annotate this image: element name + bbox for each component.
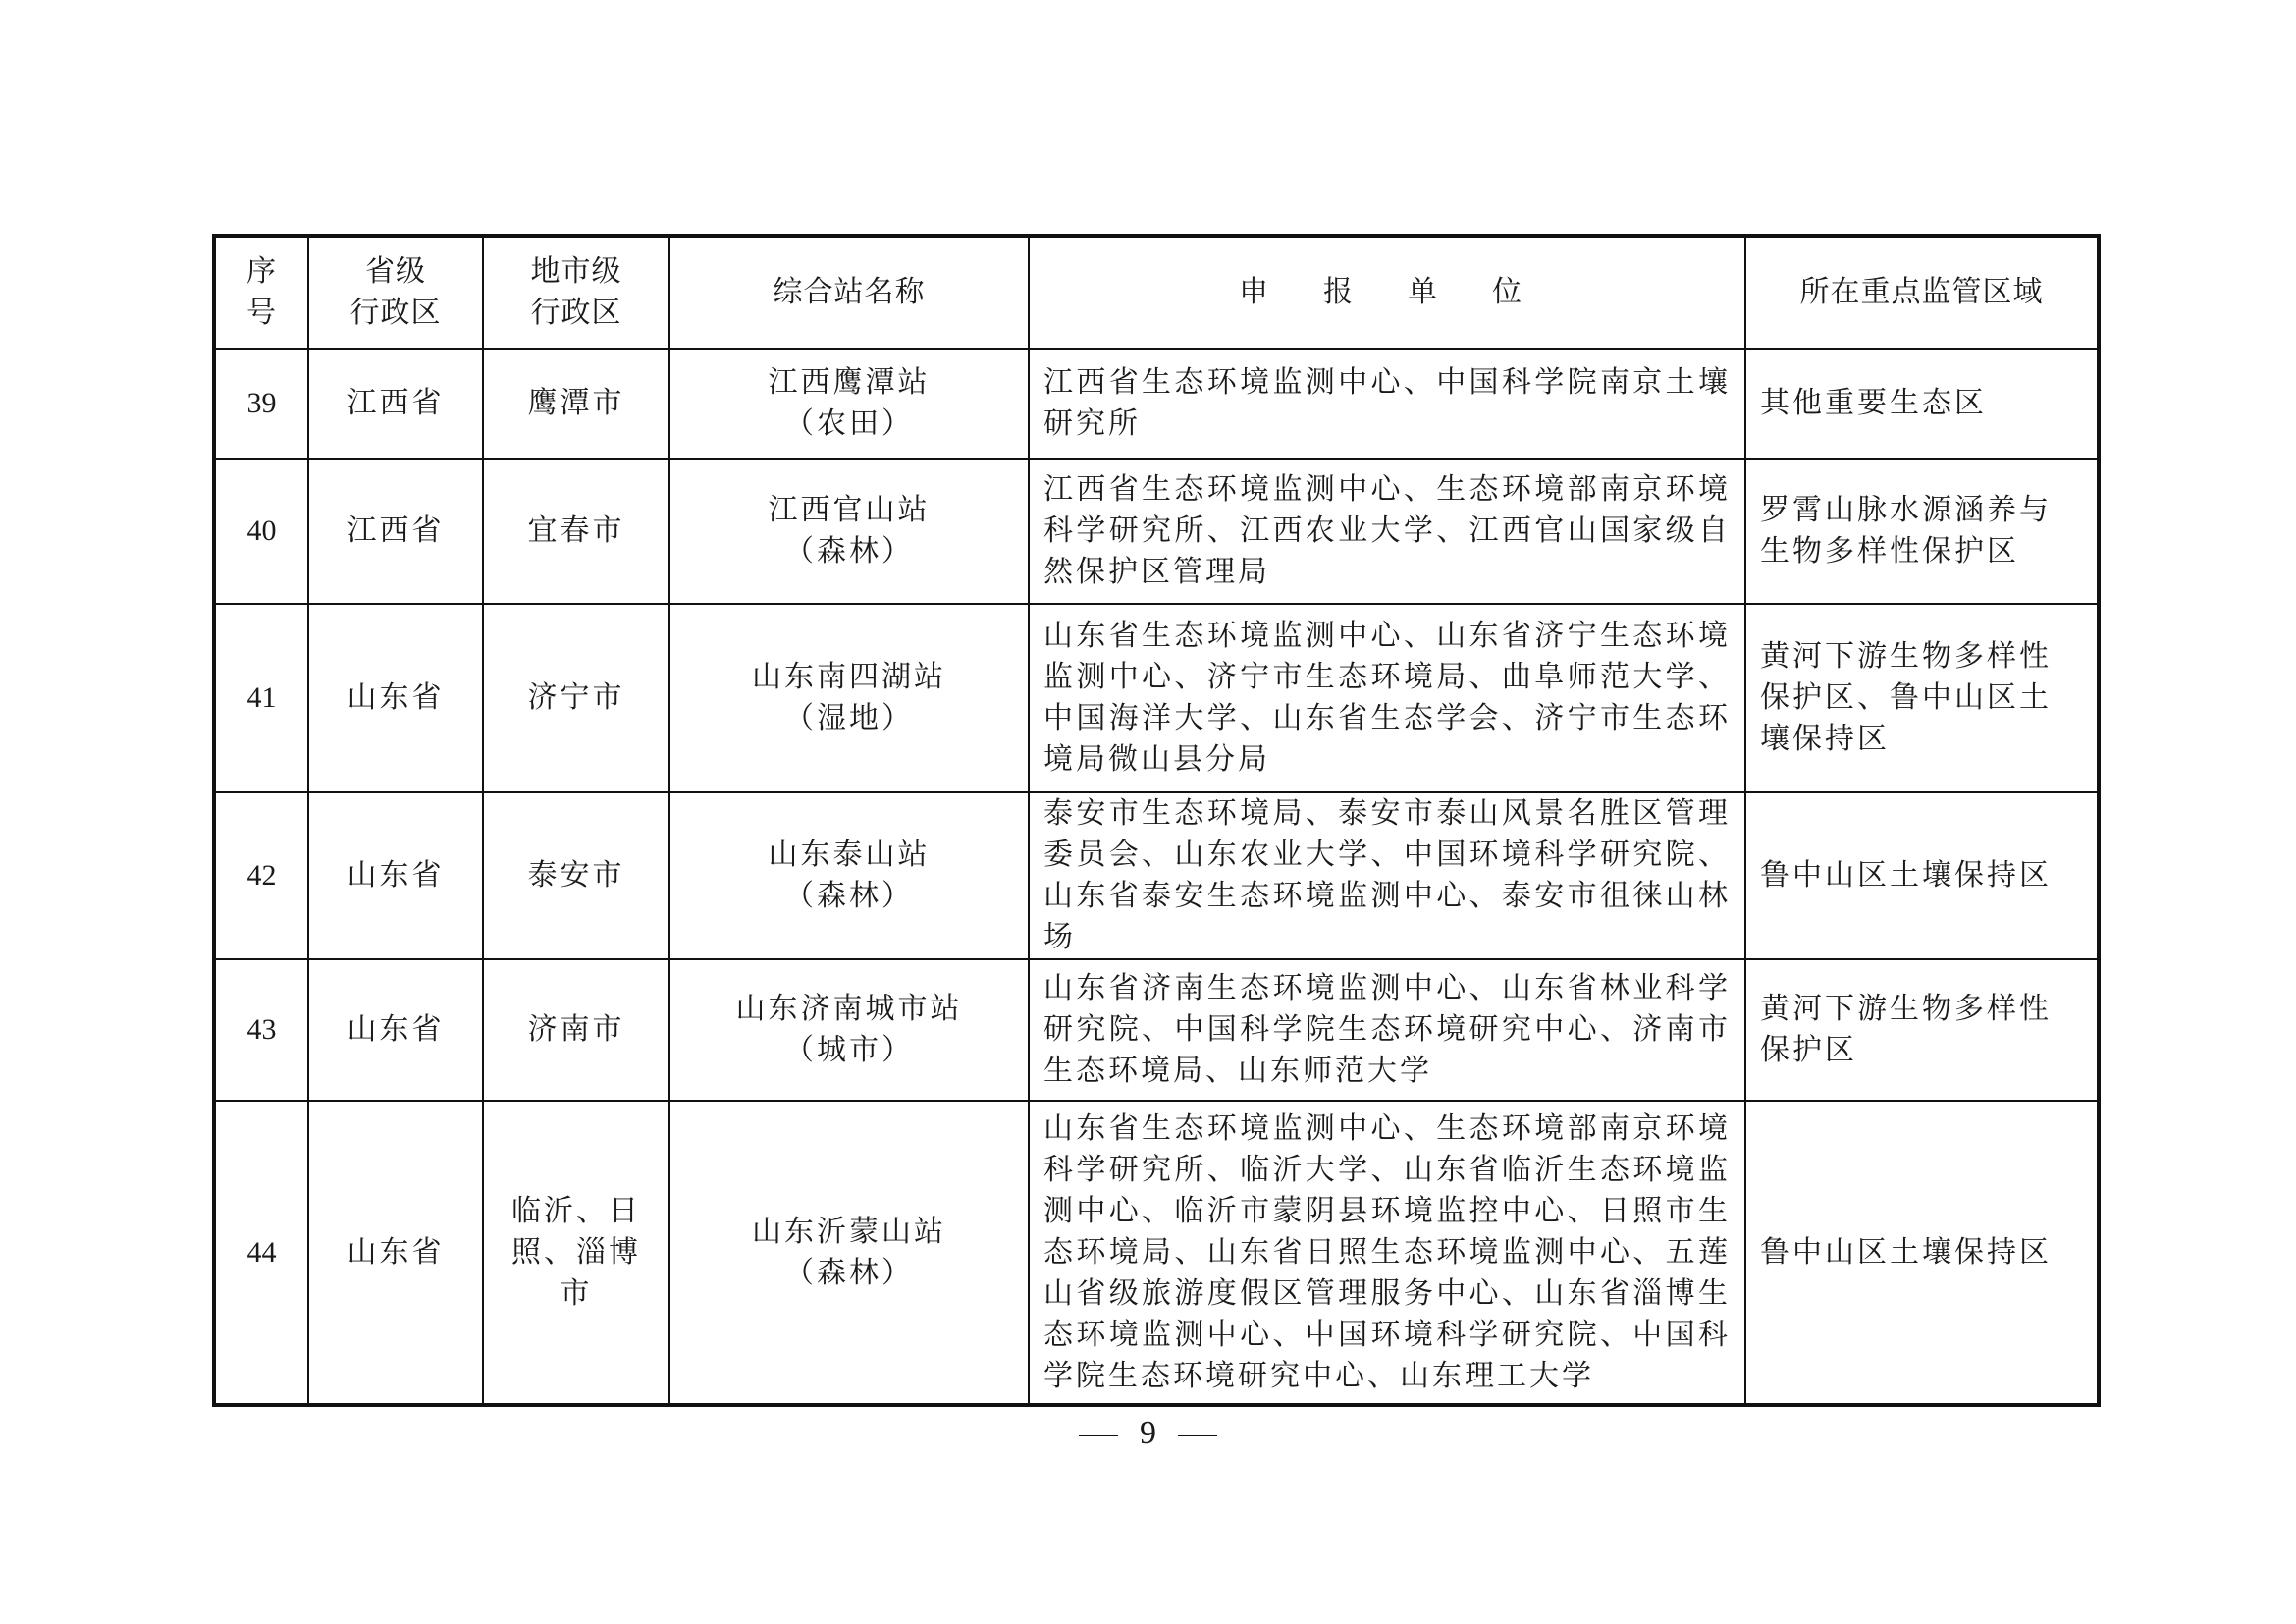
- station-name: 江西鹰潭站: [768, 365, 931, 400]
- cell-station-name: [669, 792, 1029, 959]
- cell-province: 山东省: [308, 604, 483, 792]
- station-name: 江西官山站: [768, 493, 931, 527]
- cell-city: [483, 1101, 669, 1405]
- cell-station-name: [669, 349, 1029, 459]
- cell-station-name: [669, 1101, 1029, 1405]
- cell-city: 宜春市: [483, 459, 669, 604]
- header-reporting-unit: 申报单位: [1029, 236, 1745, 349]
- table-row: [214, 349, 2099, 459]
- cell-reporting-unit: 江西省生态环境监测中心、中国科学院南京土壤研究所: [1029, 349, 1745, 459]
- header-serial-number: 序 号: [214, 236, 308, 349]
- cell-serial-number: 39: [214, 349, 308, 459]
- cell-reporting-unit: 江西省生态环境监测中心、生态环境部南京环境科学研究所、江西农业大学、江西官山国家级自然保护区管理局: [1029, 459, 1745, 604]
- cell-supervision-region: 其他重要生态区: [1745, 349, 2099, 459]
- table-row: [214, 1101, 2099, 1405]
- cell-province: 山东省: [308, 792, 483, 959]
- cell-reporting-unit: 山东省济南生态环境监测中心、山东省林业科学研究院、中国科学院生态环境研究中心、济南市生态环境局、山东师范大学: [1029, 959, 1745, 1101]
- header-supervision-region: 所在重点监管区域: [1745, 236, 2099, 349]
- table-row: [214, 792, 2099, 959]
- cell-station-name: [669, 959, 1029, 1101]
- cell-supervision-region: 鲁中山区土壤保持区: [1745, 792, 2099, 959]
- cell-city: 泰安市: [483, 792, 669, 959]
- cell-province: 山东省: [308, 959, 483, 1101]
- cell-station-name: [669, 459, 1029, 604]
- station-name: 山东济南城市站: [735, 992, 963, 1026]
- cell-city: 济宁市: [483, 604, 669, 792]
- cell-province: 江西省: [308, 349, 483, 459]
- header-province: 省级 行政区: [308, 236, 483, 349]
- station-type: （城市）: [784, 1033, 914, 1067]
- cell-supervision-region: 黄河下游生物多样性保护区: [1745, 959, 2099, 1101]
- cell-city: 济南市: [483, 959, 669, 1101]
- table-row: [214, 459, 2099, 604]
- table-header-row: [214, 236, 2099, 349]
- cell-reporting-unit: 山东省生态环境监测中心、生态环境部南京环境科学研究所、临沂大学、山东省临沂生态环境监测中心、临沂市蒙阴县环境监控中心、日照市生态环境局、山东省日照生态环境监测中心、五莲山省级旅游度假区管理服务中心、山东省淄博生态环境监测中心、中国环境科学研究院、中国科学院生态环境研究中心、山东理工大学: [1029, 1101, 1745, 1405]
- header-station-name: 综合站名称: [669, 236, 1029, 349]
- page-number: [0, 1414, 2296, 1453]
- station-type: （森林）: [784, 879, 914, 913]
- station-type: （湿地）: [784, 701, 914, 735]
- station-type: （森林）: [784, 534, 914, 568]
- cell-supervision-region: 罗霄山脉水源涵养与生物多样性保护区: [1745, 459, 2099, 604]
- right-dash: [1178, 1435, 1217, 1436]
- header-city: 地市级 行政区: [483, 236, 669, 349]
- cell-province: 山东省: [308, 1101, 483, 1405]
- page-number-value: 9: [1140, 1415, 1156, 1451]
- cell-station-name: [669, 604, 1029, 792]
- city-line: 临沂、日: [511, 1193, 641, 1228]
- cell-serial-number: 43: [214, 959, 308, 1101]
- cell-serial-number: 40: [214, 459, 308, 604]
- station-name: 山东南四湖站: [752, 660, 946, 694]
- cell-province: 江西省: [308, 459, 483, 604]
- station-type: （农田）: [784, 406, 914, 441]
- cell-city: 鹰潭市: [483, 349, 669, 459]
- stations-table: [212, 234, 2101, 1407]
- cell-serial-number: 41: [214, 604, 308, 792]
- cell-serial-number: 42: [214, 792, 308, 959]
- station-name: 山东沂蒙山站: [752, 1214, 946, 1249]
- cell-reporting-unit: 泰安市生态环境局、泰安市泰山风景名胜区管理委员会、山东农业大学、中国环境科学研究院、山东省泰安生态环境监测中心、泰安市徂徕山林场: [1029, 792, 1745, 959]
- cell-serial-number: 44: [214, 1101, 308, 1405]
- left-dash: [1079, 1435, 1118, 1436]
- cell-supervision-region: 黄河下游生物多样性保护区、鲁中山区土壤保持区: [1745, 604, 2099, 792]
- cell-reporting-unit: 山东省生态环境监测中心、山东省济宁生态环境监测中心、济宁市生态环境局、曲阜师范大学、中国海洋大学、山东省生态学会、济宁市生态环境局微山县分局: [1029, 604, 1745, 792]
- table-row: [214, 959, 2099, 1101]
- cell-supervision-region: 鲁中山区土壤保持区: [1745, 1101, 2099, 1405]
- table-row: [214, 604, 2099, 792]
- city-line: 照、淄博市: [511, 1234, 641, 1311]
- station-name: 山东泰山站: [768, 838, 931, 872]
- station-type: （森林）: [784, 1255, 914, 1290]
